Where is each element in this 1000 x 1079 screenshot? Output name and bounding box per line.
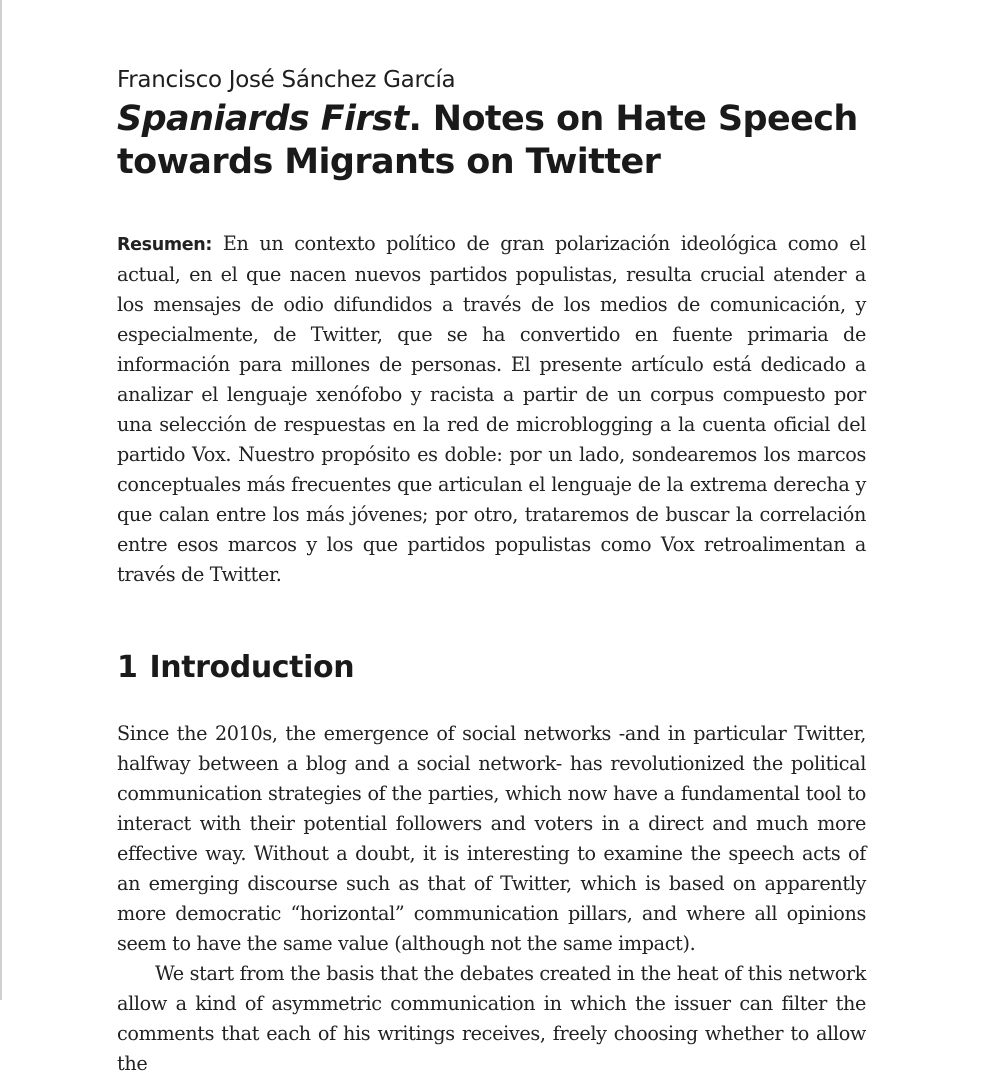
paragraph-1: Since the 2010s, the emergence of social networks -and in particular Twitter, halfway between a blog and a social network- has revolutionized the political communication strategies of the parties, which now have a fundamental tool to interact with their potential followers and voters in a direct and much more effective way. Without a doubt, it is interesting to examine the speech acts of an emerging discourse such as that of Twitter, which is based on apparently more democratic “horizontal” communication pillars, and where all opinions seem to have the same value (although not the same impact). [117, 722, 866, 955]
title-rest: . Notes on Hate Speech towards Migrants on Twitter [117, 99, 858, 182]
paragraph-2: We start from the basis that the debates created in the heat of this network allow a kind of asymmetric communication in which the issuer can filter the comments that each of his writings receives, freely choosing whether to allow the [117, 962, 866, 1075]
section-title: Introduction [149, 650, 355, 685]
abstract [117, 229, 866, 590]
abstract-label: Resumen: [117, 235, 212, 255]
abstract-text: En un contexto político de gran polarización ideológica como el actual, en el que nacen nuevos partidos populistas, resulta crucial atender a los mensajes de odio difundidos a través de los medios de comunicación, y especialmente, de Twitter, que se ha convertido en fuente primaria de información para millones de personas. El presente artículo está dedicado a analizar el lenguaje xenófobo y racista a partir de un corpus compuesto por una selección de respuestas en la red de microblogging a la cuenta oficial del partido Vox. Nuestro propósito es doble: por un lado, sondearemos los marcos conceptuales más frecuentes que articulan el lenguaje de la extrema derecha y que calan entre los más jóvenes; por otro, trataremos de buscar la correlación entre esos marcos y los que partidos populistas como Vox retroalimentan a través de Twitter. [117, 232, 866, 586]
title-italic: Spaniards First [117, 99, 409, 139]
page-edge [0, 0, 2, 1000]
section-number: 1 [117, 650, 138, 685]
paper-title [117, 98, 866, 184]
section-heading [117, 648, 866, 688]
document-body [117, 64, 866, 1079]
author-name: Francisco José Sánchez García [117, 67, 456, 93]
